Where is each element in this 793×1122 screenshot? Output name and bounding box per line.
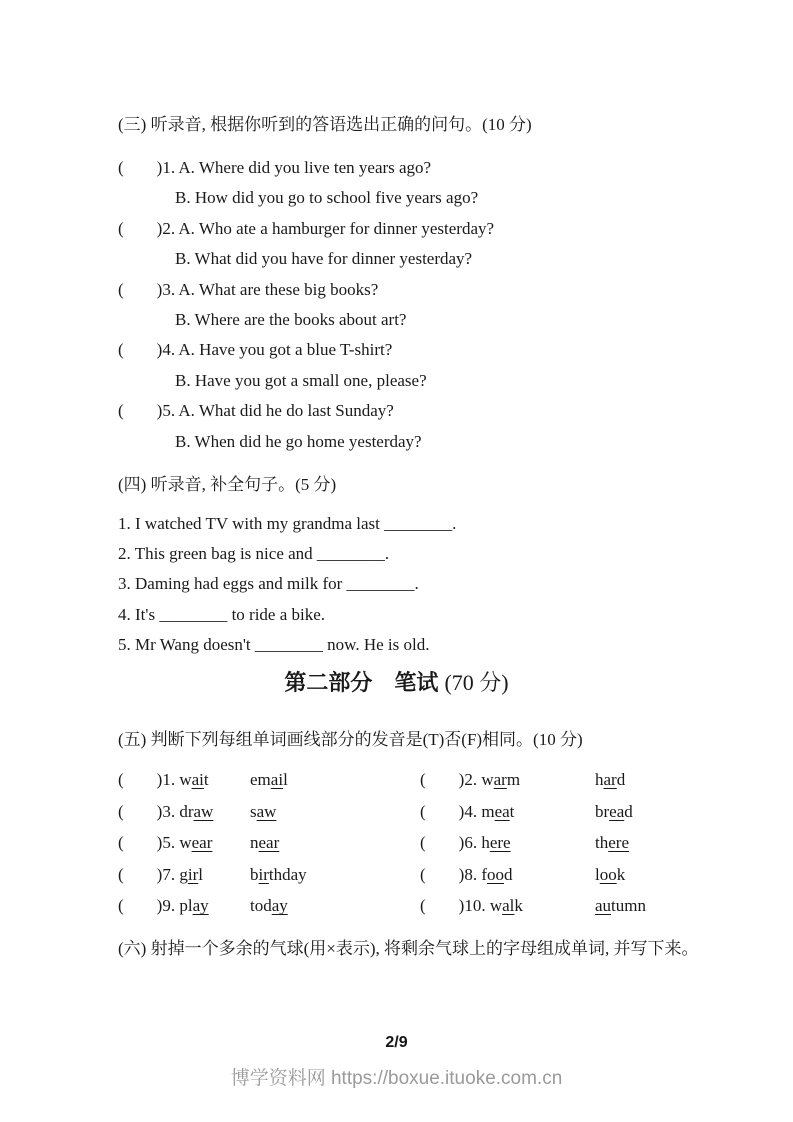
word-part: n	[250, 833, 259, 853]
phonics-word-1	[179, 865, 203, 884]
phonics-word-1	[481, 833, 510, 852]
phonics-word-2	[595, 833, 629, 853]
underlined-letters: aw	[256, 801, 277, 821]
bracket-open: (	[420, 896, 426, 916]
part2-heading	[0, 666, 793, 697]
page-number: 2/9	[385, 1034, 408, 1051]
phonics-word-2	[595, 865, 625, 885]
word-part: l	[198, 864, 203, 884]
underlined-letters: ai	[191, 770, 204, 789]
word-part: s	[250, 801, 257, 821]
word-part: dr	[179, 801, 194, 821]
pair-number: )8.	[458, 864, 482, 884]
pair-number: )2.	[458, 770, 482, 789]
bracket-open: (	[118, 340, 124, 360]
underlined-letters: ai	[270, 770, 284, 789]
word-part: t	[203, 770, 209, 789]
phonics-row	[118, 833, 793, 865]
phonics-pair	[118, 896, 420, 928]
section6-heading: (六) 射掉一个多余的气球(用×表示), 将剩余气球上的字母组成单词, 并写下来。	[118, 939, 699, 958]
word-part: w	[179, 833, 192, 853]
listening-question-b-line	[118, 432, 494, 462]
word-part: th	[595, 833, 609, 853]
phonics-pair	[420, 833, 793, 865]
section5-phonics-grid	[118, 770, 793, 928]
phonics-row	[118, 896, 793, 928]
underlined-letters: ar	[603, 770, 617, 789]
word-part: m	[506, 770, 521, 789]
part2-heading-score: (70 分)	[444, 670, 509, 695]
word-part: w	[481, 770, 494, 789]
listening-question-b-line	[118, 371, 494, 401]
option-a-text: )2. A. Who ate a hamburger for dinner yesterday?	[156, 218, 495, 238]
underlined-letters: ere	[489, 833, 511, 853]
phonics-word-1	[179, 770, 208, 789]
pair-number: )5.	[156, 833, 180, 853]
word-part: tumn	[611, 896, 646, 916]
underlined-letters: ar	[493, 770, 507, 789]
pair-number: )4.	[458, 801, 482, 821]
pair-number: )10.	[458, 896, 490, 916]
section3-heading: (三) 听录音, 根据你听到的答语选出正确的问句。(10 分)	[118, 115, 532, 134]
listening-question-a-line	[118, 280, 494, 310]
underlined-letters: au	[595, 896, 612, 916]
underlined-letters: al	[502, 896, 515, 916]
phonics-word-2	[250, 770, 288, 790]
word-part: pl	[179, 896, 193, 916]
pair-number: )7.	[156, 864, 180, 884]
underlined-letters: oo	[487, 864, 505, 884]
phonics-word-1	[481, 770, 520, 789]
word-part: f	[481, 864, 488, 884]
phonics-word-1	[179, 833, 212, 852]
section5-heading: (五) 判断下列每组单词画线部分的发音是(T)否(F)相同。(10 分)	[118, 730, 583, 749]
pair-number: )1.	[156, 770, 180, 789]
phonics-word-2	[250, 865, 307, 885]
underlined-letters: ear	[191, 833, 213, 853]
bracket-open: (	[118, 158, 124, 177]
option-b-text: B. Where are the books about art?	[175, 309, 407, 329]
pair-number: )3.	[156, 801, 180, 821]
underlined-letters: ea	[609, 801, 625, 821]
phonics-row	[118, 770, 793, 802]
word-part: thday	[268, 864, 307, 884]
word-part: k	[514, 896, 523, 916]
underlined-letters: ea	[494, 801, 510, 821]
pair-number: )9.	[156, 896, 180, 916]
option-b-text: B. When did he go home yesterday?	[175, 431, 422, 451]
word-part: l	[283, 770, 288, 789]
bracket-open: (	[118, 864, 124, 884]
listening-question-a-line	[118, 219, 494, 249]
bracket-open: (	[118, 833, 124, 853]
option-a-text: )5. A. What did he do last Sunday?	[156, 401, 394, 421]
phonics-word-1	[490, 896, 523, 915]
phonics-pair	[118, 833, 420, 865]
part2-heading-part: 第二部分	[284, 670, 373, 695]
option-b-text: B. Have you got a small one, please?	[175, 370, 427, 390]
phonics-word-1	[481, 802, 514, 821]
option-a-text: )4. A. Have you got a blue T-shirt?	[156, 340, 393, 360]
word-part: em	[250, 770, 271, 789]
underlined-letters: ere	[608, 833, 629, 853]
listening-question-a-line	[118, 401, 494, 431]
option-b-text: B. How did you go to school five years ago?	[175, 188, 479, 208]
word-part: t	[509, 801, 515, 821]
phonics-pair	[420, 770, 793, 802]
word-part: br	[595, 801, 610, 821]
part2-heading-subject: 笔试	[394, 670, 439, 695]
option-b-text: B. What did you have for dinner yesterday?	[175, 249, 473, 269]
watermark-link: 博学资料网 https://boxue.ituoke.com.cn	[230, 1068, 563, 1089]
bracket-open: (	[118, 801, 124, 821]
underlined-letters: oo	[599, 864, 617, 884]
word-part: h	[595, 770, 604, 789]
phonics-word-2	[250, 833, 279, 853]
phonics-pair	[118, 770, 420, 802]
phonics-row	[118, 802, 793, 834]
word-part: m	[481, 801, 495, 821]
bracket-open: (	[420, 770, 426, 789]
fill-blank-sentence: 5. Mr Wang doesn't ________ now. He is old.	[118, 634, 430, 654]
bracket-open: (	[118, 896, 124, 916]
word-part: d	[504, 864, 513, 884]
word-part: h	[481, 833, 490, 853]
word-part: d	[616, 770, 626, 789]
underlined-letters: ay	[192, 896, 209, 916]
fill-blank-sentence: 4. It's ________ to ride a bike.	[118, 604, 326, 624]
bracket-open: (	[118, 770, 124, 789]
phonics-word-1	[179, 896, 208, 915]
bracket-open: (	[118, 401, 124, 421]
underlined-letters: ay	[271, 896, 288, 916]
word-part: l	[595, 864, 600, 884]
word-part: d	[624, 801, 633, 821]
bracket-open: (	[420, 864, 426, 884]
bracket-open: (	[118, 279, 124, 299]
word-part: g	[179, 864, 188, 884]
word-part: w	[179, 770, 192, 789]
listening-question-b-line	[118, 188, 494, 218]
underlined-letters: aw	[193, 801, 214, 821]
phonics-word-2	[595, 896, 646, 916]
bracket-open: (	[420, 833, 426, 853]
word-part: w	[489, 896, 503, 916]
word-part: b	[250, 864, 259, 884]
phonics-pair	[420, 865, 793, 897]
underlined-letters: ir	[258, 864, 269, 884]
listening-question-a-line	[118, 340, 494, 370]
section3-question-list	[118, 158, 494, 462]
option-a-text: )3. A. What are these big books?	[156, 279, 379, 299]
phonics-word-2	[250, 802, 276, 822]
word-part: k	[616, 864, 626, 884]
bracket-open: (	[118, 218, 124, 238]
fill-blank-sentence: 2. This green bag is nice and ________.	[118, 544, 390, 564]
bracket-open: (	[420, 801, 426, 821]
phonics-word-1	[481, 865, 512, 884]
underlined-letters: ir	[187, 864, 199, 884]
phonics-word-2	[250, 896, 288, 916]
phonics-pair	[420, 896, 793, 928]
phonics-pair	[118, 802, 420, 834]
underlined-letters: ear	[258, 833, 280, 853]
listening-question-b-line	[118, 249, 494, 279]
phonics-word-2	[595, 770, 625, 790]
pair-number: )6.	[458, 833, 482, 853]
word-part: tod	[250, 896, 272, 916]
phonics-row	[118, 865, 793, 897]
fill-blank-sentence: 1. I watched TV with my grandma last ________.	[118, 514, 457, 533]
phonics-word-1	[179, 802, 213, 821]
phonics-word-2	[595, 802, 633, 822]
listening-question-b-line	[118, 310, 494, 340]
option-a-text: )1. A. Where did you live ten years ago?	[156, 158, 432, 177]
phonics-pair	[420, 802, 793, 834]
fill-blank-sentence: 3. Daming had eggs and milk for ________.	[118, 574, 419, 594]
phonics-pair	[118, 865, 420, 897]
listening-question-a-line	[118, 158, 494, 188]
section4-sentence-list	[118, 514, 456, 665]
section4-heading: (四) 听录音, 补全句子。(5 分)	[118, 475, 337, 494]
